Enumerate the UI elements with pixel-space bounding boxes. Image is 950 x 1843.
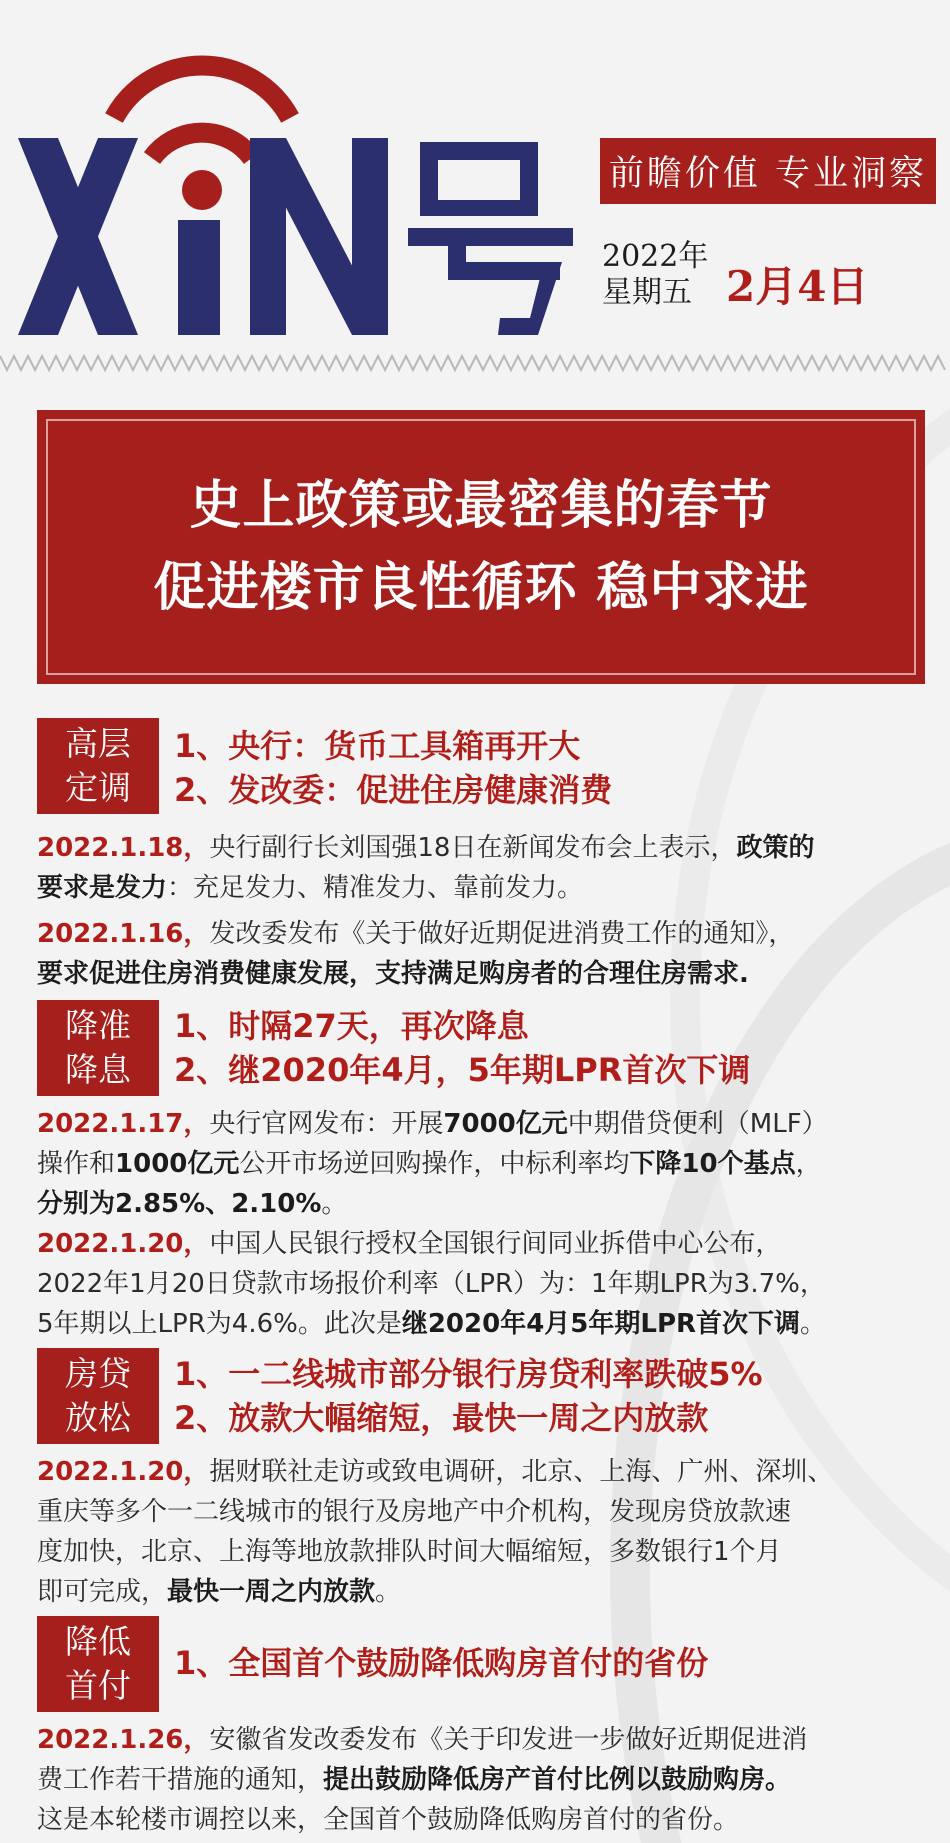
headline-line-2: 促进楼市良性循环 稳中求进 (153, 558, 809, 618)
section-head: 2、放款大幅缩短，最快一周之内放款 (174, 1399, 709, 1437)
section-head: 1、全国首个鼓励降低购房首付的省份 (174, 1644, 709, 1682)
section-head: 1、时隔27天，再次降息 (174, 1007, 529, 1045)
section-head: 2、发改委：促进住房健康消费 (174, 771, 613, 809)
section-tag: 房贷 放松 (37, 1348, 159, 1444)
news-paragraph: 2022.1.18，央行副行长刘国强18日在新闻发布会上表示，政策的 要求是发力：充足发力、精准发力、靠前发力。 (37, 833, 815, 903)
header (0, 0, 950, 360)
section-head: 1、一二线城市部分银行房贷利率跌破5% (174, 1355, 763, 1393)
section-tag: 降低 首付 (37, 1616, 159, 1712)
section-heads (174, 1641, 708, 1685)
section-heads (174, 1004, 750, 1092)
section-heads (174, 724, 612, 812)
date-day: 2月4日 (726, 262, 869, 311)
logo-char-hao (408, 142, 573, 335)
section-heads (174, 1352, 763, 1440)
logo-letter-i (178, 220, 220, 335)
section-tag: 降准 降息 (37, 1000, 159, 1096)
date-year: 2022年 (602, 239, 709, 274)
news-paragraph: 2022.1.20，据财联社走访或致电调研，北京、上海、广州、深圳、 重庆等多个一二线城市的银行及房地产中介机构，发现房贷放款速 度加快，北京、上海等地放款排队时间大幅缩短，多数银行1个月 即可完成，最快一周之内放款。 (37, 1457, 834, 1607)
section-head: 2、继2020年4月，5年期LPR首次下调 (174, 1051, 751, 1089)
section-head: 1、央行：货币工具箱再开大 (174, 727, 581, 765)
slogan-badge: 前瞻价值 专业洞察 (600, 138, 936, 204)
news-paragraph: 2022.1.20，中国人民银行授权全国银行间同业拆借中心公布， 2022年1月20日贷款市场报价利率（LPR）为：1年期LPR为3.7%， 5年期以上LPR为4.6%。此次是继2020年4月5年期LPR首次下调。 (37, 1229, 827, 1339)
date-weekday: 星期五 (602, 275, 692, 310)
zigzag-divider (0, 350, 950, 376)
logo-letter-n-right (352, 138, 388, 335)
headline-banner (37, 410, 925, 684)
section-tag: 高层 定调 (37, 718, 159, 814)
news-paragraph: 2022.1.16，发改委发布《关于做好近期促进消费工作的通知》， 要求促进住房消费健康发展，支持满足购房者的合理住房需求. (37, 919, 795, 989)
news-paragraph: 2022.1.26，安徽省发改委发布《关于印发进一步做好近期促进消 费工作若干措施的通知，提出鼓励降低房产首付比例以鼓励购房。 这是本轮楼市调控以来，全国首个鼓励降低购房首付的省份。 (37, 1725, 808, 1835)
headline-line-1: 史上政策或最密集的春节 (189, 476, 773, 536)
news-paragraph: 2022.1.17，央行官网发布：开展7000亿元中期借贷便利（MLF） 操作和1000亿元公开市场逆回购操作，中标利率均下降10个基点， 分别为2.85%、2.10%。 (37, 1109, 828, 1219)
logo (18, 50, 578, 340)
